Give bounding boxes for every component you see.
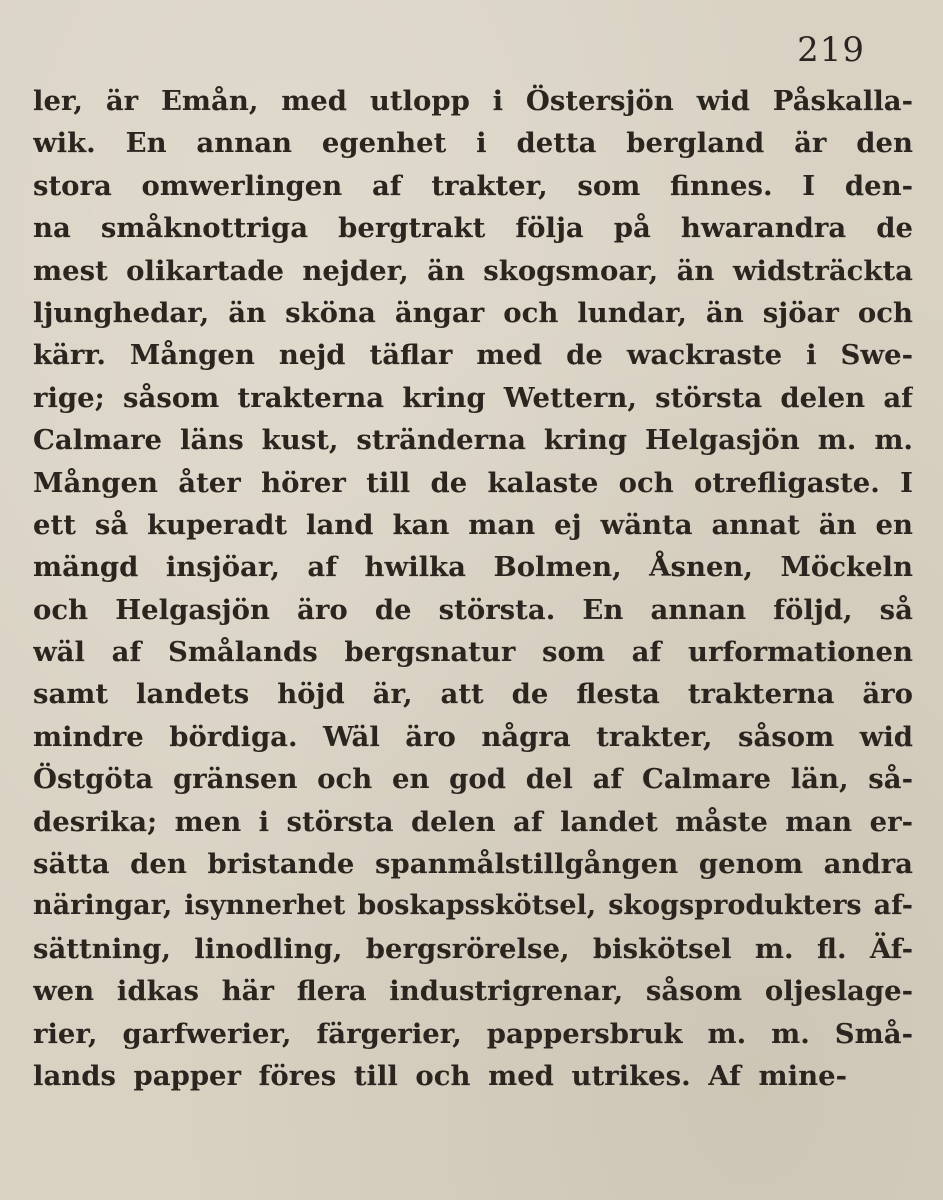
text-line: rier, garfwerier, färgerier, pappersbruk m. m. Små- <box>33 1017 913 1050</box>
text-line: stora omwerlingen af trakter, som finnes. I den- <box>33 169 913 202</box>
text-line: desrika; men i största delen af landet måste man er- <box>33 805 913 838</box>
text-line: samt landets höjd är, att de flesta trakterna äro <box>33 678 913 711</box>
body-text <box>33 80 913 1097</box>
text-line: Calmare läns kust, stränderna kring Helgasjön m. m. <box>33 424 913 457</box>
page-number: 219 <box>797 30 865 70</box>
text-line: wen idkas här flera industrigrenar, såsom oljeslage- <box>33 975 913 1008</box>
text-line: ler, är Emån, med utlopp i Östersjön wid Påskalla- <box>33 85 913 117</box>
text-line: lands papper föres till och med utrikes. Af mine- <box>33 1059 848 1092</box>
text-line: sättning, linodling, bergsrörelse, biskötsel m. fl. Äf- <box>33 932 913 965</box>
text-line: rige; såsom trakterna kring Wettern, största delen af <box>33 381 913 414</box>
text-line: na småknottriga bergtrakt följa på hwarandra de <box>33 212 913 245</box>
text-line: Östgöta gränsen och en god del af Calmare län, så- <box>33 763 913 796</box>
text-line: Mången åter hörer till de kalaste och otrefligaste. I <box>33 466 913 499</box>
text-line: näringar, isynnerhet boskapsskötsel, skogsprodukters af- <box>33 890 913 922</box>
text-line: ett så kuperadt land kan man ej wänta annat än en <box>33 508 913 541</box>
text-line: mest olikartade nejder, än skogsmoar, än widsträckta <box>33 254 913 287</box>
text-line: mindre bördiga. Wäl äro några trakter, såsom wid <box>33 720 913 753</box>
text-line: mängd insjöar, af hwilka Bolmen, Åsnen, Möckeln <box>33 551 913 584</box>
text-line: kärr. Mången nejd täflar med de wackraste i Swe- <box>33 339 913 372</box>
text-line: wäl af Smålands bergsnatur som af urformationen <box>33 636 913 669</box>
text-line: sätta den bristande spanmålstillgången genom andra <box>33 848 913 881</box>
text-line: wik. En annan egenhet i detta bergland är den <box>33 127 913 160</box>
text-line: och Helgasjön äro de största. En annan följd, så <box>33 593 913 626</box>
text-line: ljunghedar, än sköna ängar och lundar, än sjöar och <box>33 296 913 329</box>
